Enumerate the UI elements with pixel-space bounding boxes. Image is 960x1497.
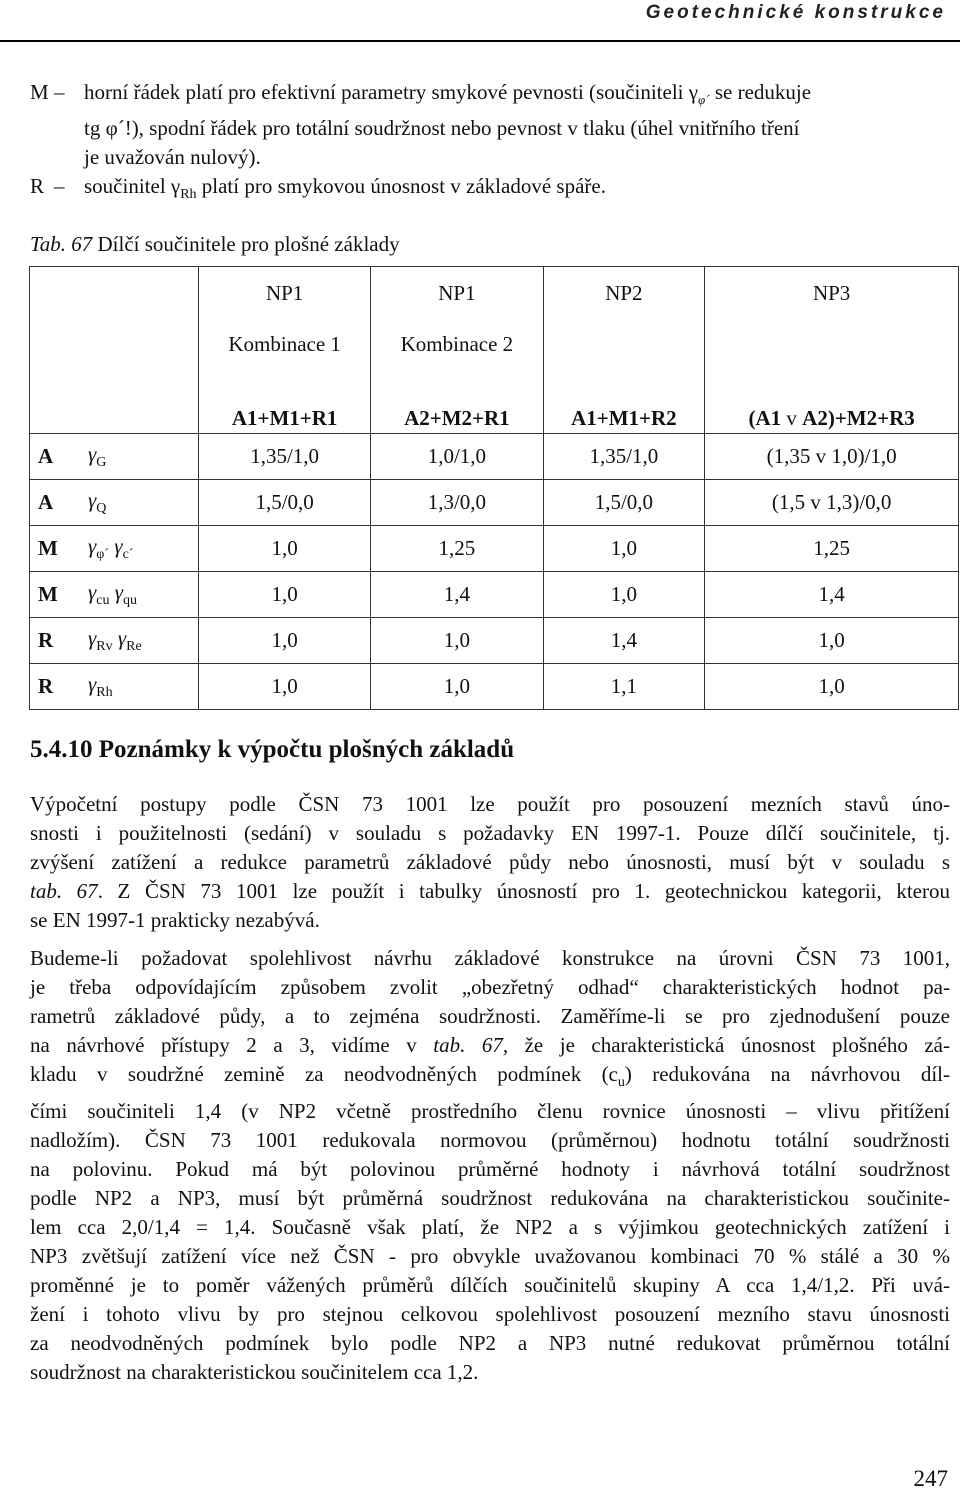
text-line: Budeme-li požadovat spolehlivost návrhu základové konstrukce na úrovni ČSN 73 1001, — [30, 946, 950, 970]
table-reference: tab. 67 — [433, 1033, 503, 1057]
value-cell: 1,0 — [371, 618, 543, 664]
definition-m-line3: je uvažován nulový). — [84, 145, 261, 170]
definitions — [30, 78, 950, 209]
text-line — [30, 1060, 950, 1097]
symbol: γ — [114, 579, 124, 604]
combination-header — [705, 319, 959, 369]
value-cell: 1,3/0,0 — [371, 480, 543, 526]
definition-subscript: φ´ — [698, 92, 710, 108]
symbol-subscript: Rv — [96, 639, 113, 655]
symbol: γ — [88, 487, 97, 512]
symbol-cell — [72, 664, 199, 710]
combination-header: Kombinace 2 — [371, 319, 543, 369]
text-line: je třeba odpovídajícím způsobem zvolit „obezřetný odhad“ charakteristických hodnot pa- — [30, 975, 950, 999]
table-header-np — [30, 267, 959, 320]
text-part: kladu v soudržné zemině za neodvodněných podmínek (c — [30, 1062, 618, 1086]
formula-part: A2)+M2+R3 — [802, 406, 915, 430]
value-cell: 1,35/1,0 — [543, 434, 705, 480]
group-cell: A — [30, 434, 73, 480]
definition-dash: – — [54, 80, 65, 104]
value-cell: 1,0 — [705, 618, 959, 664]
value-cell: 1,0 — [705, 664, 959, 710]
symbol-subscript: qu — [123, 593, 138, 609]
definition-dash: – — [54, 174, 65, 199]
value-cell: 1,35/1,0 — [199, 434, 371, 480]
table-reference: tab. 67 — [30, 879, 98, 903]
table-row — [30, 480, 959, 526]
value-cell: 1,0 — [199, 572, 371, 618]
np-header: NP3 — [705, 267, 959, 320]
formula-header: A1+M1+R2 — [543, 369, 705, 434]
value-cell: 1,1 — [543, 664, 705, 710]
symbol: γ — [88, 533, 97, 558]
value-cell: 1,4 — [705, 572, 959, 618]
value-cell: 1,0 — [543, 572, 705, 618]
symbol-subscript: G — [96, 455, 107, 471]
symbol-cell — [72, 572, 199, 618]
group-cell: M — [30, 526, 73, 572]
np-header: NP1 — [371, 267, 543, 320]
symbol-cell — [72, 618, 199, 664]
text-line: podle NP2 a NP3, musí být průměrná soudržnost redukována na charakteristickou součinite- — [30, 1186, 950, 1211]
text-line: snosti i použitelnosti (sedání) v souladu s požadavky EN 1997-1. Pouze dílčí součinitele, tj. — [30, 821, 950, 845]
definition-key: M — [30, 80, 49, 104]
text-line: žení i tohoto vlivu by pro stejnou celkovou spolehlivost posouzení mezního stavu únosnosti — [30, 1302, 950, 1327]
symbol: γ — [88, 579, 97, 604]
text-line: Výpočetní postupy podle ČSN 73 1001 lze použít pro posouzení mezních stavů úno- — [30, 792, 950, 816]
formula-header — [705, 369, 959, 434]
table-row — [30, 664, 959, 710]
symbol: γ — [117, 625, 127, 650]
text-line: NP3 zvětšují zatížení více než ČSN - pro obvykle uvažovanou kombinaci 70 % stálé a 30 % — [30, 1244, 950, 1269]
section-heading: 5.4.10 Poznámky k výpočtu plošných základů — [30, 736, 515, 763]
paragraph-2 — [30, 944, 950, 1387]
np-header: NP2 — [543, 267, 705, 320]
symbol: γ — [88, 671, 97, 696]
value-cell: 1,4 — [543, 618, 705, 664]
text-line: čími součiniteli 1,4 (v NP2 včetně prostředního členu rovnice únosnosti – vlivu přitížení — [30, 1099, 950, 1124]
value-cell: 1,0 — [199, 664, 371, 710]
symbol-subscript: cu — [96, 593, 110, 609]
text-line: rametrů základové půdy, a to zejména soudržnosti. Zaměříme-li se pro zjednodušení pouze — [30, 1004, 950, 1028]
text-part: ) redukována na návrhovou díl- — [624, 1062, 950, 1086]
text-line: za neodvodněných podmínek bylo podle NP2 a NP3 nutné redukovat průměrnou totální — [30, 1331, 950, 1356]
value-cell: (1,35 v 1,0)/1,0 — [705, 434, 959, 480]
table-row — [30, 572, 959, 618]
definition-subscript: Rh — [180, 187, 197, 203]
group-cell: R — [30, 664, 73, 710]
definition-text-part: součinitel γ — [84, 174, 181, 199]
definition-m-line2: tg φ´!), spodní řádek pro totální soudržnost nebo pevnost v tlaku (úhel vnitřního tření — [84, 116, 800, 141]
text-part: , že je charakteristická únosnost plošného zá- — [502, 1033, 950, 1057]
definition-text — [84, 172, 950, 209]
value-cell: 1,0 — [371, 664, 543, 710]
text-line: proměnné je to poměr vážených průměrů dílčích součinitelů skupiny A cca 1,4/1,2. Při uvá- — [30, 1273, 950, 1298]
value-cell: 1,25 — [705, 526, 959, 572]
value-cell: 1,0 — [543, 526, 705, 572]
value-cell: 1,5/0,0 — [199, 480, 371, 526]
symbol-cell — [72, 480, 199, 526]
symbol: γ — [88, 441, 97, 466]
subscript: u — [617, 1075, 625, 1091]
symbol: γ — [88, 625, 97, 650]
table-corner-cell — [30, 267, 199, 434]
symbol-subscript: Q — [96, 501, 107, 517]
definition-text-part: se redukuje — [709, 80, 812, 104]
text-line — [30, 1031, 950, 1060]
definition-text-part: platí pro smykovou únosnost v základové spáře. — [196, 174, 606, 199]
paragraph-1 — [30, 790, 950, 935]
formula-header: A2+M2+R1 — [371, 369, 543, 434]
value-cell: 1,0 — [199, 526, 371, 572]
text-line: lem cca 2,0/1,4 = 1,4. Současně však platí, že NP2 a s výjimkou geotechnických zatížení i — [30, 1215, 950, 1240]
value-cell: 1,0 — [199, 618, 371, 664]
table-row — [30, 526, 959, 572]
symbol-cell — [72, 434, 199, 480]
definition-r — [30, 172, 950, 209]
text-part: . Z ČSN 73 1001 lze použít i tabulky únosností pro 1. geotechnickou kategorii, kterou — [97, 879, 950, 903]
value-cell: 1,0/1,0 — [371, 434, 543, 480]
header-title: Geotechnické konstrukce — [645, 2, 946, 23]
table-caption-label: Tab. 67 — [30, 232, 93, 256]
partial-factors-table — [29, 266, 959, 710]
definition-m — [30, 78, 950, 114]
combination-header: Kombinace 1 — [199, 319, 371, 369]
np-header: NP1 — [199, 267, 371, 320]
text-part: na návrhové přístupy 2 a 3, vidíme v — [30, 1033, 434, 1057]
symbol-subscript: φ´ — [96, 547, 110, 563]
value-cell: 1,4 — [371, 572, 543, 618]
value-cell: (1,5 v 1,3)/0,0 — [705, 480, 959, 526]
formula-header: A1+M1+R1 — [199, 369, 371, 434]
text-line: soudržnost na charakteristickou součinitelem cca 1,2. — [30, 1360, 479, 1385]
text-line: na polovinu. Pokud má být polovinou průměrné hodnoty i návrhová totální soudržnost — [30, 1157, 950, 1182]
text-line: zvýšení zatížení a redukce parametrů základové půdy nebo únosnosti, musí být v souladu s — [30, 850, 950, 874]
text-line: nadložím). ČSN 73 1001 redukovala normovou (průměrnou) hodnotu totální soudržnosti — [30, 1128, 950, 1153]
definition-key: R — [30, 174, 45, 199]
group-cell: A — [30, 480, 73, 526]
combination-header — [543, 319, 705, 369]
text-line — [30, 877, 950, 906]
symbol: γ — [114, 533, 123, 558]
group-cell: R — [30, 618, 73, 664]
symbol-subscript: c´ — [122, 547, 134, 563]
page-number: 247 — [913, 1466, 948, 1491]
definition-text — [84, 78, 950, 114]
value-cell: 1,25 — [371, 526, 543, 572]
group-cell: M — [30, 572, 73, 618]
table-caption-text: Dílčí součinitele pro plošné základy — [97, 232, 400, 256]
header-rule — [0, 40, 960, 42]
formula-part: v — [781, 406, 803, 430]
table-caption — [30, 232, 400, 257]
symbol-subscript: Rh — [96, 685, 113, 701]
table-row — [30, 618, 959, 664]
symbol-cell — [72, 526, 199, 572]
definition-text-part: horní řádek platí pro efektivní parametry smykové pevnosti (součiniteli γ — [84, 80, 699, 104]
text-line: se EN 1997-1 prakticky nezabývá. — [30, 908, 320, 932]
running-header — [0, 0, 960, 44]
formula-part: (A1 — [748, 406, 782, 430]
symbol-subscript: Re — [126, 639, 142, 655]
table-row — [30, 434, 959, 480]
value-cell: 1,5/0,0 — [543, 480, 705, 526]
